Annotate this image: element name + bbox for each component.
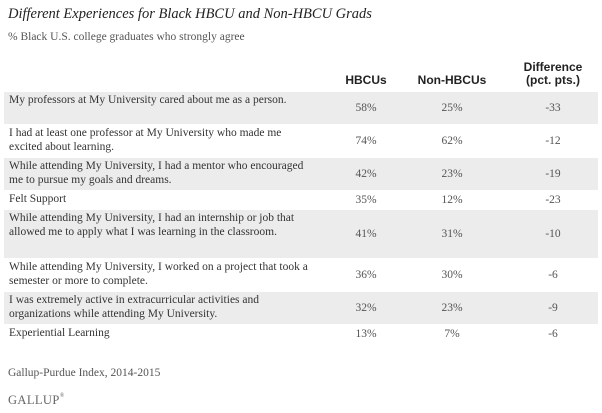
row-label: While attending My University, I had an internship or job that allowed me to apply what I was learning in the classroom. — [9, 212, 295, 238]
non-hbcu-value: 12% — [441, 194, 463, 206]
hbcu-value: 58% — [355, 102, 377, 114]
row-label: I had at least one professor at My University who made me excited about learning. — [9, 127, 282, 153]
difference-value: -6 — [548, 269, 558, 281]
hbcu-value: 42% — [355, 168, 377, 180]
hbcu-value: 13% — [355, 328, 377, 340]
difference-value: -19 — [545, 168, 561, 180]
row-label: My professors at My University cared about me as a person. — [9, 94, 287, 106]
row-label: I was extremely active in extracurricular activities and organizations while attending My University. — [9, 294, 260, 320]
non-hbcu-value: 31% — [441, 228, 463, 240]
chart-title: Different Experiences for Black HBCU and Non-HBCU Grads — [8, 6, 372, 22]
row-label: While attending My University, I worked on a project that took a semester or more to complete. — [9, 261, 308, 287]
row-label: Felt Support — [9, 193, 67, 205]
column-header-difference-line2: (pct. pts.) — [526, 73, 580, 87]
trademark-mark: ® — [59, 393, 65, 399]
non-hbcu-value: 23% — [441, 168, 463, 180]
column-header-difference-line1: Difference — [523, 60, 583, 74]
non-hbcu-value: 62% — [441, 135, 463, 147]
non-hbcu-value: 30% — [441, 269, 463, 281]
row-label: Experiential Learning — [9, 327, 110, 339]
table-row — [4, 91, 598, 124]
hbcu-value: 36% — [355, 269, 377, 281]
hbcu-value: 74% — [355, 135, 377, 147]
table-row — [4, 324, 598, 343]
gallup-logo-text: GALLUP — [8, 393, 60, 407]
difference-value: -33 — [545, 102, 561, 114]
gallup-logo — [8, 393, 65, 408]
difference-value: -9 — [548, 302, 558, 314]
column-header-difference — [510, 61, 596, 87]
table-row — [4, 209, 598, 258]
column-header-hbcus-text: HBCUs — [345, 73, 387, 87]
difference-value: -6 — [548, 328, 558, 340]
row-label: While attending My University, I had a mentor who encouraged me to pursue my goals and dreams. — [9, 160, 304, 186]
difference-value: -23 — [545, 194, 561, 206]
chart-subtitle: % Black U.S. college graduates who strongly agree — [8, 31, 245, 43]
non-hbcu-value: 25% — [441, 102, 463, 114]
hbcu-value: 41% — [355, 228, 377, 240]
table-row — [4, 157, 598, 190]
hbcu-value: 32% — [355, 302, 377, 314]
table-row — [4, 291, 598, 324]
table-row — [4, 258, 598, 291]
source-note: Gallup-Purdue Index, 2014-2015 — [8, 367, 161, 379]
table-row — [4, 190, 598, 209]
difference-value: -10 — [545, 228, 561, 240]
non-hbcu-value: 7% — [444, 328, 460, 340]
hbcu-value: 35% — [355, 194, 377, 206]
non-hbcu-value: 23% — [441, 302, 463, 314]
column-header-hbcus — [336, 74, 396, 87]
column-header-non-hbcus-text: Non-HBCUs — [417, 73, 487, 87]
table-row — [4, 124, 598, 157]
difference-value: -12 — [545, 135, 561, 147]
column-header-non-hbcus — [410, 74, 494, 87]
